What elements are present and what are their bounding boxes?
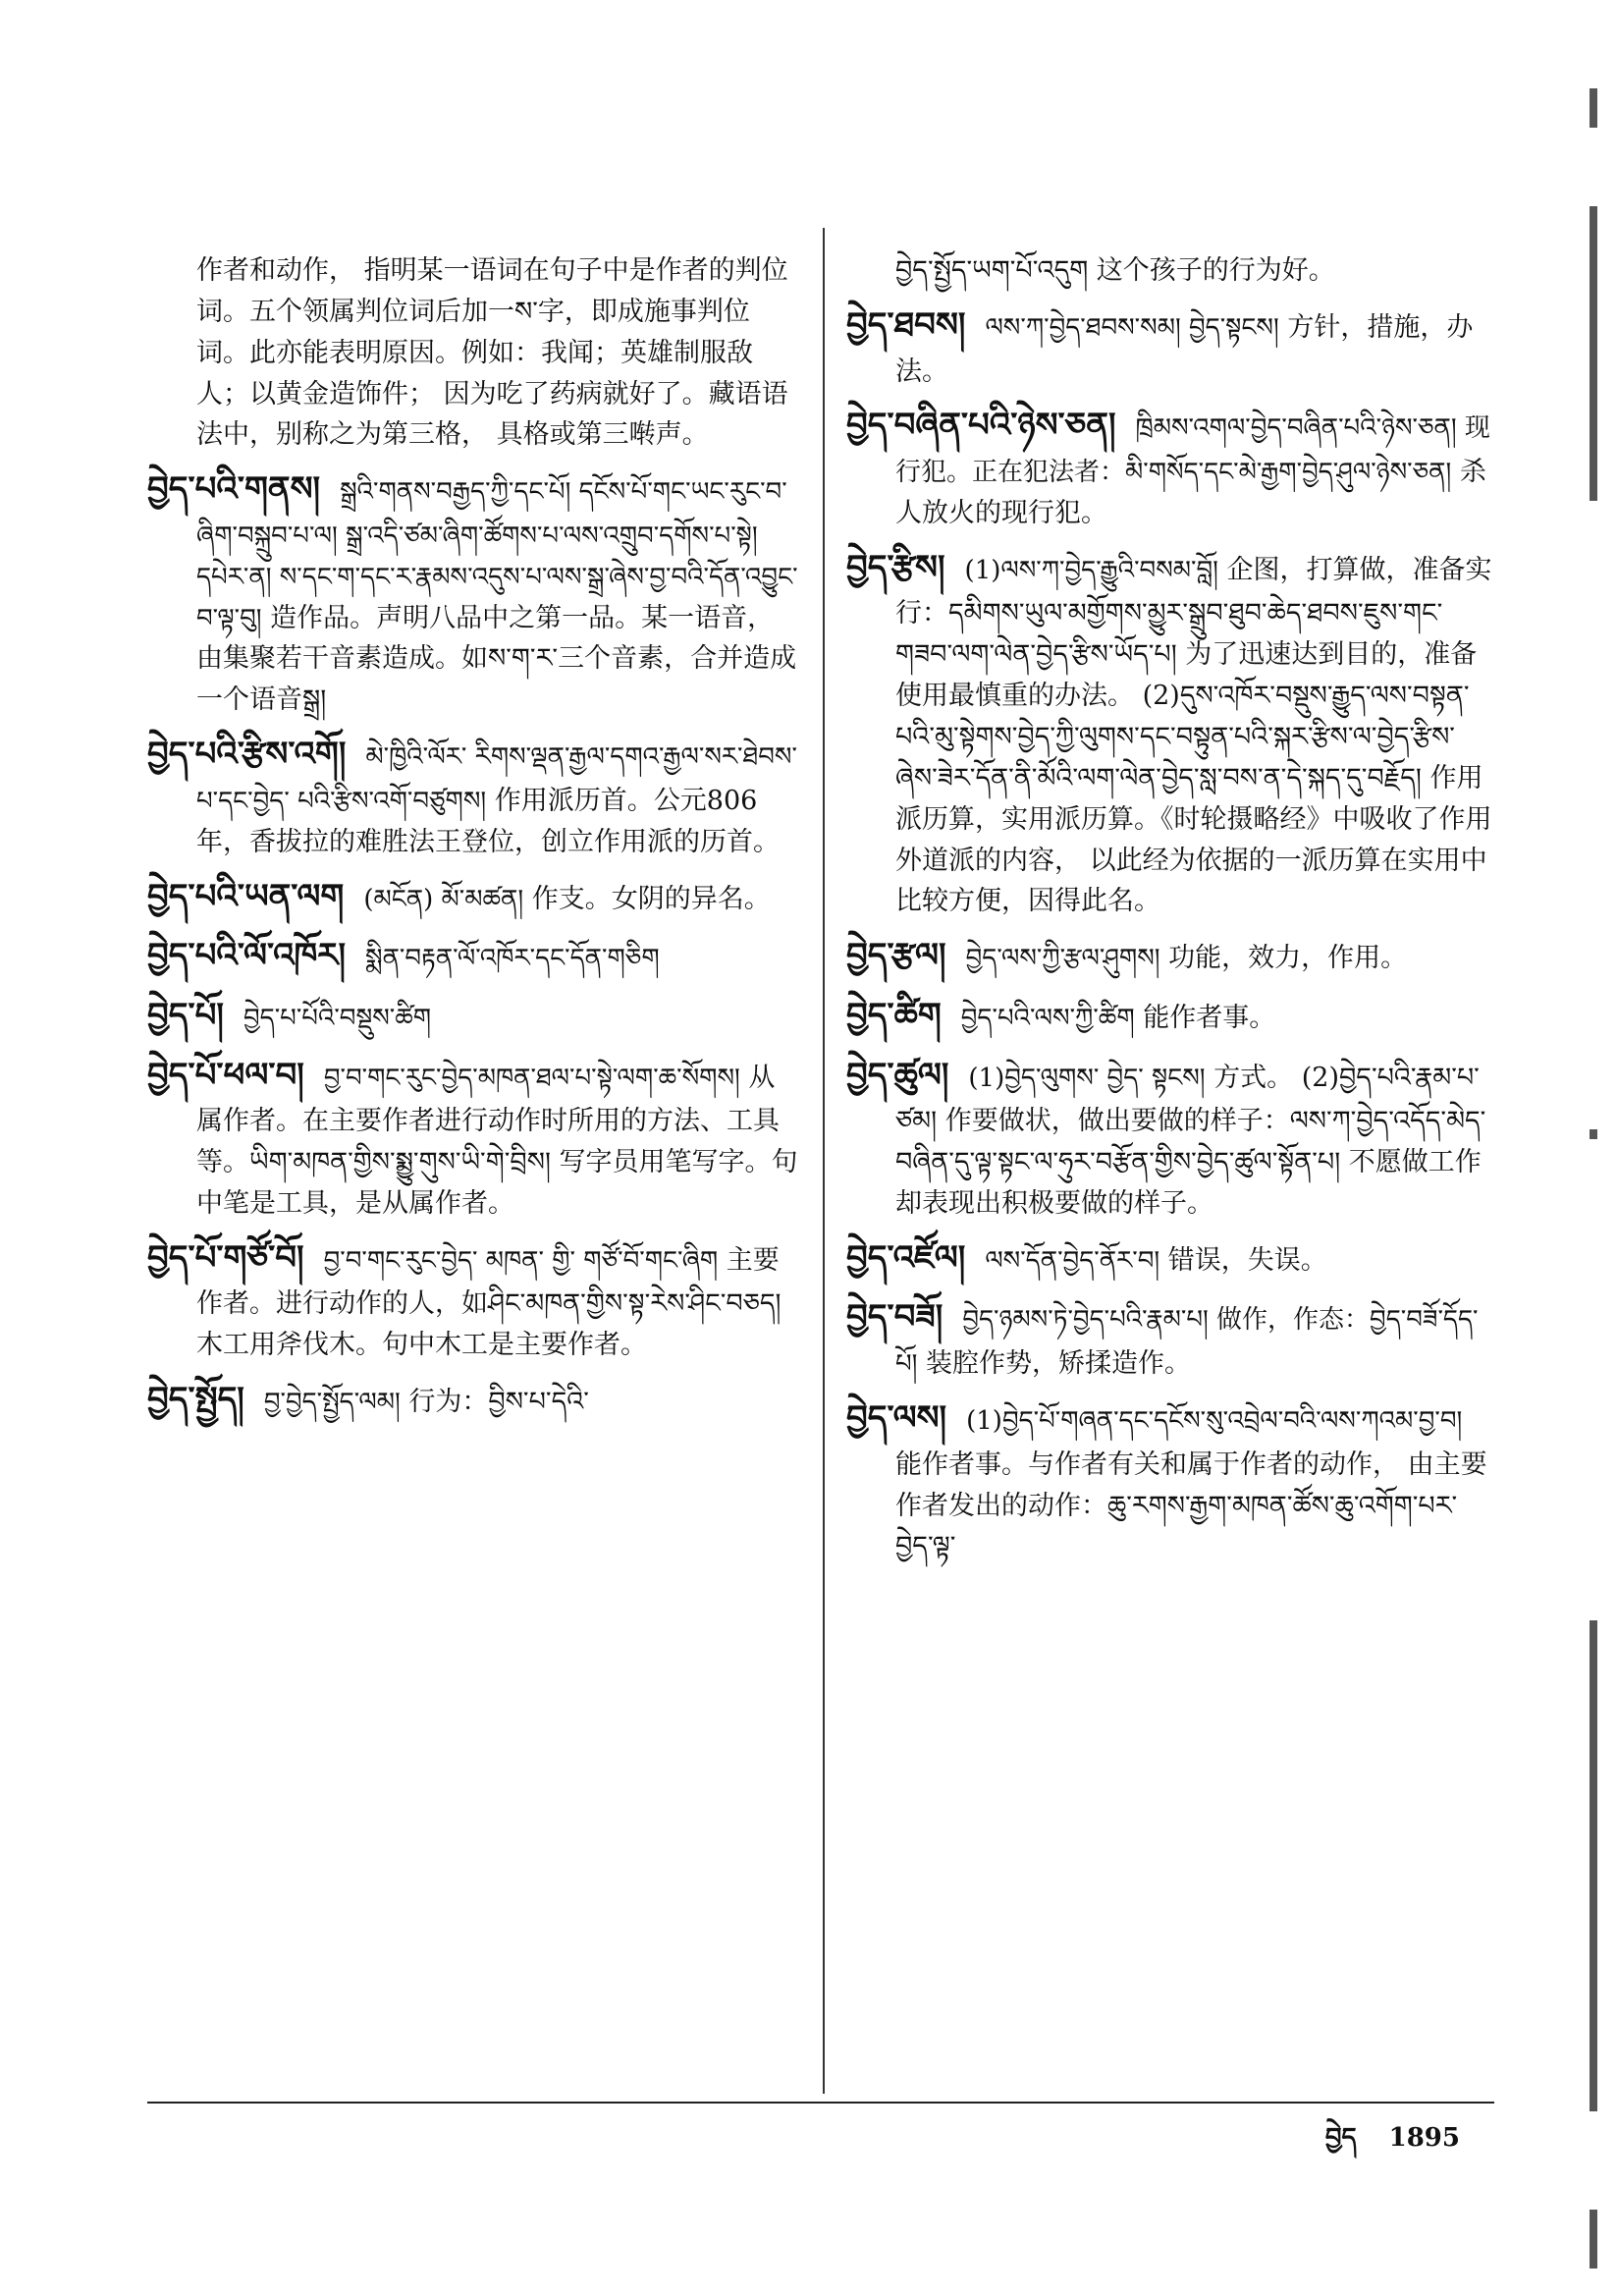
entry-chinese-definition: 行为：བྱིས་པ་དེའི་: [408, 1387, 589, 1418]
entry-tibetan-definition: ལས་ཀ་བྱེད་ཐབས་སམ། བྱེད་སྟངས།: [985, 312, 1279, 343]
entry-tibetan-definition: བྱེད་ལས་ཀྱི་རྩལ་ཤུགས།: [965, 944, 1160, 974]
entry-chinese-definition: 作支。女阴的异名。: [531, 883, 771, 914]
entry-headword: བྱེད་ལས།: [846, 1398, 947, 1438]
entry-tibetan-definition: ལས་དོན་བྱེད་ནོར་བ།: [985, 1245, 1160, 1276]
page-footer: [1302, 2109, 1460, 2181]
dictionary-entry: [846, 930, 1494, 982]
entry-tibetan-definition: (1)བྱེད་ལུགས་ བྱེད་ སྟངས།: [968, 1063, 1206, 1093]
entry-chinese-definition: 能作者事。与作者有关和属于作者的动作， 由主要作者发出的动作：ཆུ་རགས་རྒྱག་མཁན་ཚོས་ཆུ་འགོག་པར་བྱེད་ལྟ་: [895, 1449, 1487, 1562]
entry-chinese-definition: 错误，失误。: [1167, 1244, 1327, 1276]
entry-headword: བྱེད་ཚིག: [846, 995, 942, 1035]
page-number: 1895: [1388, 2123, 1460, 2153]
entry-tibetan-definition: (1)བྱེད་པོ་གཞན་དང་དངོས་སུ་འབྲེལ་བའི་ལས་ཀའམ་བྱ་བ།: [966, 1406, 1463, 1436]
entry-headword: བྱེད་པའི་གནས།: [147, 469, 321, 510]
dictionary-entry: [147, 464, 800, 721]
entry-tibetan-definition: བྱ་བ་གང་རུང་བྱེད་མཁན་ཐལ་པ་སྟེ་ལག་ཆ་སོགས།: [323, 1063, 740, 1093]
entry-headword: བྱེད་བཞིན་པའི་ཉེས་ཅན།: [846, 406, 1116, 446]
entry-continuation: 作者和动作， 指明某一语词在句子中是作者的判位词。五个领属判位词后加一ས་字，即成施事判位词。此亦能表明原因。例如：我闻；英雄制服敌人；以黄金造饰件； 因为吃了药病就好了。藏语语法中，别称之为第三格， 具格或第三啭声。: [196, 255, 788, 451]
entry-tibetan-definition: མེ་ཁྱིའི་ལོར་ རིགས་ལྡན་རྒྱལ་དགའ་རྒྱལ་སར་ཐེབས་པ་དང་བྱེད་ པའི་རྩིས་འགོ་བཙུགས།: [196, 742, 797, 816]
entry-chinese-definition: 能作者事。: [1143, 1002, 1276, 1033]
entry-chinese-definition: 方式。 (2)བྱེད་པའི་རྣམ་པ་ཙམ། 作要做状，做出要做的样子：ལས་ཀ་བྱེད་འདོད་མེད་བཞིན་དུ་ལྟ་སྟང་ལ་ཧུར་བརྩོན་གྱིས་བྱེད་ཚུལ་སྟོན་པ། 不愿做工作却表现出积极要做的样子。: [895, 1062, 1486, 1219]
entry-chinese-definition: 方针，措施，办法。: [895, 311, 1474, 387]
entry-headword: བྱེད་པའི་རྩིས་འགོ།: [147, 735, 347, 775]
entry-headword: བྱེད་ཚུལ།: [846, 1055, 949, 1095]
entry-chinese-definition: 杀人放火的现行犯。: [895, 457, 1486, 528]
dictionary-entry: [846, 300, 1494, 393]
footer-rule: [147, 2102, 1494, 2104]
entry-headword: བྱེད་རྩིས།: [846, 547, 945, 587]
dictionary-entry: [147, 1232, 800, 1366]
entry-continuation: བྱེད་སྤྱོད་ཡག་པོ་འདུག 这个孩子的行为好。: [895, 255, 1335, 286]
dictionary-entry: [846, 990, 1494, 1042]
right-column: [846, 224, 1494, 1575]
dictionary-entry: [147, 871, 800, 923]
entry-tibetan-definition: (མངོན) མོ་མཚན།: [363, 884, 524, 914]
dictionary-entry: [147, 990, 800, 1042]
entry-chinese-definition: 作用派历首。公元806年，香拔拉的难胜法王登位，创立作用派的历首。: [196, 785, 780, 857]
entry-headword: བྱེད་སྤྱོད།: [147, 1380, 244, 1420]
column-divider: [823, 228, 825, 2094]
entry-chinese-definition: 主要作者。进行动作的人，如ཤིང་མཁན་གྱིས་སྟ་རེས་ཤིང་བཅད། 木工用斧伐木。句中木工是主要作者。: [196, 1244, 782, 1361]
entry-headword: བྱེད་བཟོ།: [846, 1297, 943, 1338]
dictionary-entry: [846, 1291, 1494, 1385]
dictionary-entry: [846, 542, 1494, 922]
dictionary-entry: [147, 729, 800, 862]
entry-tibetan-definition: ཁྲིམས་འགལ་བྱེད་བཞིན་པའི་ཉེས་ཅན། 现行犯。正在犯法者：མི་གསོད་དང་མེ་རྒྱག་བྱེད་ཤུལ་ཉེས་ཅན།: [895, 413, 1490, 488]
entry-chinese-definition: 从属作者。在主要作者进行动作时所用的方法、工具等。ཡིག་མཁན་གྱིས་སྨྱུ་གུས་ཡི་གེ་བྲིས། 写字员用笔写字。句中笔是工具，是从属作者。: [196, 1062, 798, 1219]
entry-tibetan-definition: བྱ་བ་གང་རུང་བྱེད་ མཁན་ གྱི་ གཙོ་བོ་གང་ཞིག: [323, 1245, 719, 1276]
footer-running-head: བྱེད: [1324, 2123, 1357, 2153]
dictionary-entry: [147, 1374, 800, 1426]
entry-tibetan-definition: སྨིན་བརྟན་ལོ་འཁོར་དང་དོན་གཅིག: [365, 944, 660, 974]
entry-headword: བྱེད་པའི་ཡན་ལག: [147, 876, 345, 916]
entry-tibetan-definition: བྱེད་པའི་ལས་ཀྱི་ཚིག: [960, 1003, 1135, 1033]
entry-tibetan-definition: བྱེད་པ་པོའི་བསྡུས་ཚིག: [243, 1003, 432, 1033]
scan-edge-marks: [1590, 49, 1597, 2288]
entry-chinese-definition: 装腔作势，矫揉造作。: [926, 1348, 1192, 1380]
entry-headword: བྱེད་རྩལ།: [846, 936, 946, 976]
entry-headword: བྱེད་པོ་ཕལ་བ།: [147, 1055, 304, 1095]
entry-tibetan-definition: བྱ་བྱེད་སྤྱོད་ལམ།: [263, 1388, 401, 1418]
entry-headword: བྱེད་པོ་གཙོ་བོ།: [147, 1237, 304, 1278]
entry-chinese-definition: 企图，打算做，准备实行：དམིགས་ཡུལ་མགྱོགས་མྱུར་སྒྲུབ་ཐུབ་ཆེད་ཐབས་ཇུས་གང་གཟབ་ལག་ལེན་བྱེད་རྩིས་ཡོད་པ། 为了迅速达到目的，准备使用最慎重的办法。 (2)དུས་འཁོར་བསྡུས་རྒྱུད་ལས་བསྟན་པའི་མུ་སྟེགས་བྱེད་ཀྱི་ལུགས་དང་བསྟུན་པའི་སྐར་རྩིས་ལ་བྱེད་རྩིས་ཞེས་ཟེར་དོན་ནི་མོའི་ལག་ལེན་བྱེད་སླ་བས་ན་དེ་སྐད་དུ་བརྗོད། 作用派历算，实用派历算。《时轮摄略经》中吸收了作用外道派的内容， 以此经为依据的一派历算在实用中比较方便，因得此名。: [895, 554, 1492, 917]
dictionary-entry: [846, 1232, 1494, 1285]
entry-tibetan-definition: (1)ལས་ཀ་བྱེད་རྒྱུའི་བསམ་བློ།: [964, 555, 1218, 585]
entry-headword: བྱེད་པའི་ལོ་འཁོར།: [147, 936, 347, 976]
entry-tibetan-definition: སྒྲའི་གནས་བརྒྱད་ཀྱི་དང་པོ། དངོས་པོ་གང་ཡང་རུང་བ་ཞིག་བསྐྲུབ་པ་ལ། སྒྲ་འདི་ཙམ་ཞིག་ཚོགས་པ་ལས་འགྲུབ་དགོས་པ་སྟེ། དཔེར་ན། ས་དང་ག་དང་ར་རྣམས་འདུས་པ་ལས་སྒྲ་ཞེས་བྱ་བའི་དོན་འབྱུང་བ་ལྟ་བུ།: [196, 477, 798, 633]
dictionary-entry: [846, 1393, 1494, 1567]
dictionary-entry: [147, 930, 800, 982]
entry-chinese-definition: 造作品。声明八品中之第一品。某一语音， 由集聚若干音素造成。如ས་ག་ར་三个音素，合并造成一个语音སྒྲ།: [196, 602, 797, 716]
left-column: [147, 224, 800, 1434]
dictionary-entry: [846, 400, 1494, 533]
dictionary-entry: [846, 1050, 1494, 1225]
dictionary-entry: [147, 1050, 800, 1225]
entry-chinese-definition: 功能，效力，作用。: [1168, 943, 1408, 974]
entry-headword: བྱེད་ཐབས།: [846, 304, 966, 345]
entry-headword: བྱེད་འཛོལ།: [846, 1237, 966, 1278]
entry-headword: བྱེད་པོ།: [147, 995, 224, 1035]
entry-tibetan-definition: བྱེད་ཉམས་ཏེ་བྱེད་པའི་རྣམ་པ། 做作，作态：བྱེད་བཟོ་དོད་པོ།: [895, 1305, 1479, 1380]
